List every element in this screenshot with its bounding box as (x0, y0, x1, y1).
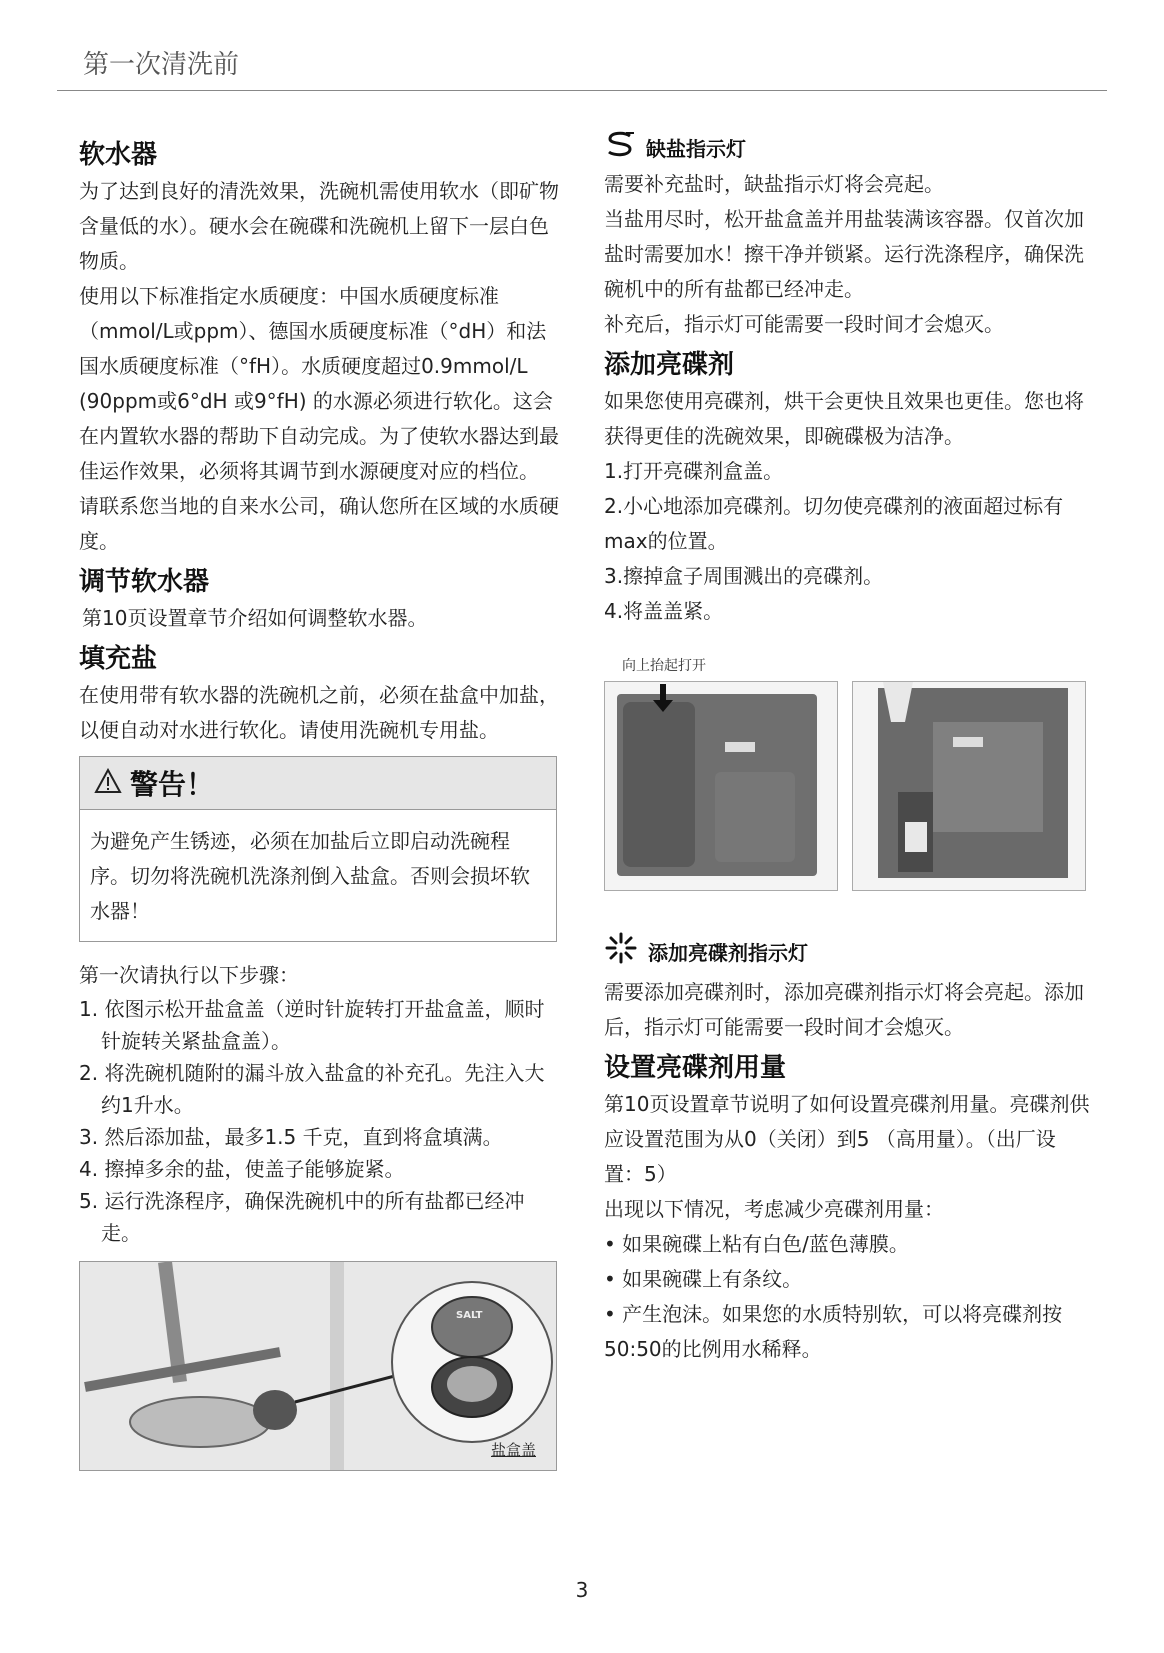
page-number: 3 (575, 1578, 589, 1602)
warning-triangle-icon (94, 768, 122, 798)
dosage-para-1: 第10页设置章节说明了如何设置亮碟剂用量。亮碟剂供应设置范围为从0（关闭）到5 （高用量）。（出厂设置：5） (604, 1092, 1090, 1186)
salt-indicator-para-1: 需要补充盐时，缺盐指示灯将会亮起。 (604, 172, 944, 196)
rinse-aid-sparkle-icon (604, 931, 638, 975)
salt-cap-embossed-text: SALT (456, 1310, 483, 1321)
step-item: 5. 运行洗涤程序，确保洗碗机中的所有盐都已经冲走。 (79, 1189, 525, 1245)
softener-heading: 软水器 (79, 140, 158, 170)
rinse-step-2: 2.小心地添加亮碟剂。切勿使亮碟剂的液面超过标有max的位置。 (604, 494, 1064, 553)
adjust-text: 第10页设置章节介绍如何调整软水器。 (82, 606, 428, 630)
figure-caption: 向上抬起打开 (622, 658, 706, 674)
rinse-step-4: 4.将盖盖紧。 (604, 599, 724, 623)
rinse-dispenser-photo-2 (852, 681, 1086, 891)
steps-list (79, 993, 559, 1249)
step-item: 4. 擦掉多余的盐，使盖子能够旋紧。 (79, 1157, 405, 1181)
warning-body (80, 810, 556, 941)
step-item: 2. 将洗碗机随附的漏斗放入盐盒的补充孔。先注入大约1升水。 (79, 1061, 545, 1117)
dosage-bullet: • 产生泡沫。如果您的水质特别软，可以将亮碟剂按50:50的比例用水稀释。 (604, 1302, 1063, 1361)
salt-cap-label: 盐盒盖 (490, 1441, 536, 1459)
rinse-dispenser-photo-1 (604, 681, 838, 891)
rinse-indicator-heading: 添加亮碟剂指示灯 (648, 941, 808, 965)
warning-box (79, 756, 557, 942)
warning-header (80, 757, 556, 810)
rinse-indicator-text: 需要添加亮碟剂时，添加亮碟剂指示灯将会亮起。添加后，指示灯可能需要一段时间才会熄灭。 (604, 980, 1084, 1039)
softener-para-1: 为了达到良好的清洗效果，洗碗机需使用软水（即矿物含量低的水）。硬水会在碗碟和洗碗机上留下一层白色物质。 (79, 179, 559, 273)
salt-indicator-icon (604, 131, 636, 167)
rinse-step-1: 1.打开亮碟剂盒盖。 (604, 459, 784, 483)
rinse-figures (604, 681, 1094, 891)
step-item: 3. 然后添加盐，最多1.5 千克，直到将盒填满。 (79, 1125, 503, 1149)
salt-indicator-heading: 缺盐指示灯 (646, 137, 746, 161)
salt-container-figure (79, 1261, 557, 1471)
rinse-heading: 添加亮碟剂 (604, 350, 735, 380)
softener-para-3: 请联系您当地的自来水公司，确认您所在区域的水质硬度。 (79, 494, 559, 553)
left-column (79, 136, 559, 1471)
salt-indicator-para-3: 补充后，指示灯可能需要一段时间才会熄灭。 (604, 312, 1004, 336)
salt-text: 在使用带有软水器的洗碗机之前，必须在盐盒中加盐，以便自动对水进行软化。请使用洗碗机专用盐。 (79, 683, 559, 742)
step-item: 1. 依图示松开盐盒盖（逆时针旋转打开盐盒盖，顺时针旋转关紧盐盒盖）。 (79, 997, 545, 1053)
right-column (604, 131, 1094, 1367)
salt-heading: 填充盐 (79, 644, 158, 674)
warning-title: 警告！ (130, 768, 215, 801)
rinse-para-1: 如果您使用亮碟剂，烘干会更快且效果也更佳。您也将获得更佳的洗碗效果，即碗碟极为洁净。 (604, 389, 1084, 448)
header-divider (57, 90, 1107, 91)
steps-intro: 第一次请执行以下步骤： (79, 963, 299, 987)
dosage-para-2: 出现以下情况，考虑减少亮碟剂用量： (604, 1197, 944, 1221)
salt-indicator-para-2: 当盐用尽时，松开盐盒盖并用盐装满该容器。仅首次加盐时需要加水！擦干净并锁紧。运行洗涤程序，确保洗碗机中的所有盐都已经冲走。 (604, 207, 1084, 301)
rinse-indicator-heading-row (604, 931, 1094, 975)
warning-text: 为避免产生锈迹，必须在加盐后立即启动洗碗程序。切勿将洗碗机洗涤剂倒入盐盒。否则会损坏软水器！ (90, 829, 530, 923)
softener-para-2: 使用以下标准指定水质硬度：中国水质硬度标准（mmol/L或ppm）、德国水质硬度标准（°dH）和法国水质硬度标准（°fH）。水质硬度超过0.9mmol/L (90ppm或6°dH 或9°fH) 的水源必须进行软化。这会在内置软水器的帮助下自动完成。为了使软水器达到最佳运作效果，必须将其调节到水源硬度对应的档位。 (79, 284, 559, 483)
dosage-bullet: • 如果碗碟上有条纹。 (604, 1267, 803, 1291)
dosage-heading: 设置亮碟剂用量 (604, 1053, 787, 1083)
rinse-step-3: 3.擦掉盒子周围溅出的亮碟剂。 (604, 564, 884, 588)
page-header-title: 第一次清洗前 (83, 50, 240, 80)
salt-container-illustration (80, 1262, 556, 1470)
salt-indicator-heading-row (604, 131, 1094, 167)
dosage-bullet: • 如果碗碟上粘有白色/蓝色薄膜。 (604, 1232, 909, 1256)
adjust-heading: 调节软水器 (79, 567, 210, 597)
